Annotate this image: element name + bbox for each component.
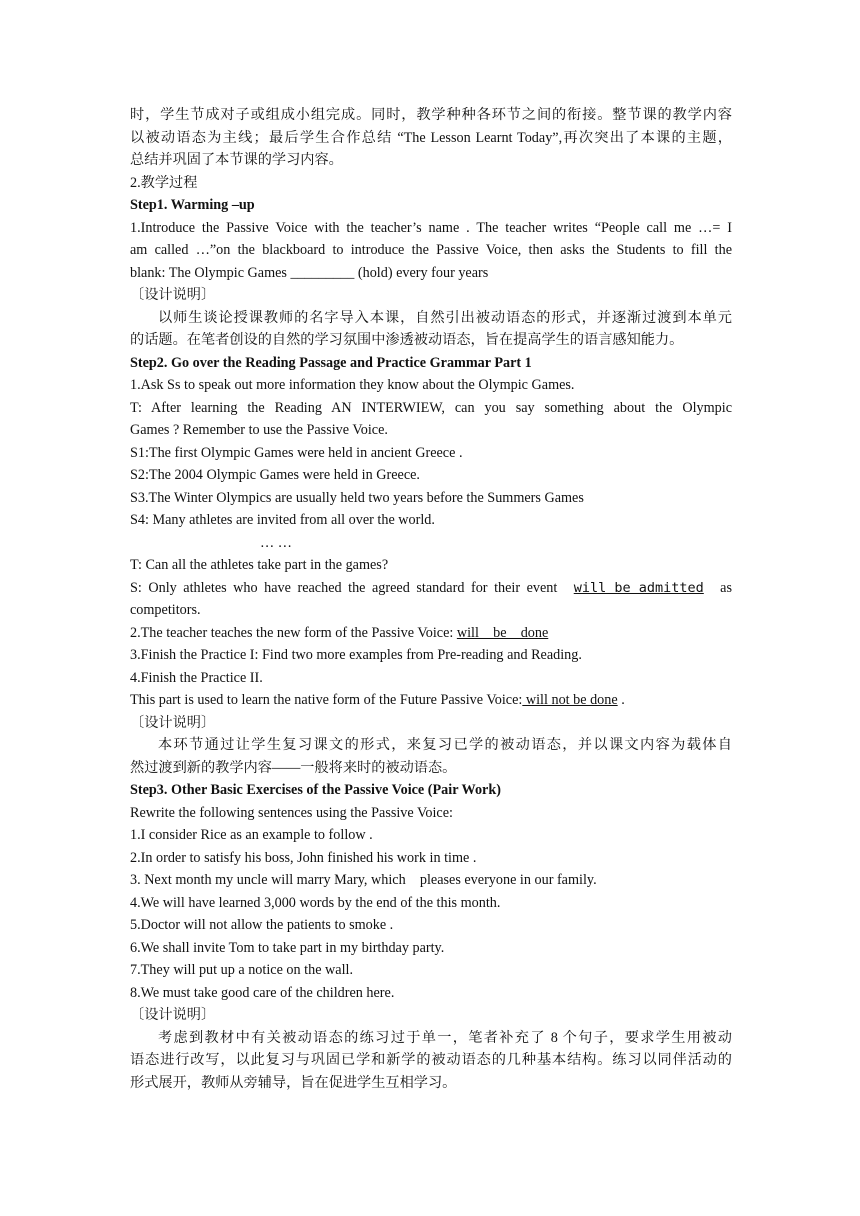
paragraph-line: 总结并巩固了本节课的学习内容。 [130,152,343,168]
paragraph-line: competitors. [130,602,201,618]
design-note-line: 考虑到教材中有关被动语态的练习过于单一，笔者补充了 8 个句子，要求学生用被动 [158,1029,732,1046]
paragraph-text: 2.The teacher teaches the new form of the Passive Voice: [130,624,454,641]
paragraph-line: 时，学生节成对子或组成小组完成。同时，教学种种各环节之间的衔接。整节课的教学内容 [130,107,732,123]
paragraph-line: Rewrite the following sentences using the Passive Voice: [130,804,453,821]
ellipsis-line: … … [260,534,292,551]
exercise-item: 1.I consider Rice as an example to follow . [130,827,373,843]
paragraph-line: T: After learning the Reading AN INTERWIEW, can you say something about the Olympic [130,399,732,416]
design-note-label: 〔设计说明〕 [130,1007,216,1023]
design-note-line: 的话题。在笔者创设的自然的学习氛围中渗透被动语态，旨在提高学生的语言感知能力。 [130,332,684,348]
paragraph-line: Games ? Remember to use the Passive Voice. [130,422,388,438]
design-note-label: 〔设计说明〕 [130,287,216,303]
exercise-item: 4.We will have learned 3,000 words by the end of the this month. [130,894,501,911]
paragraph-line: blank: The Olympic Games _________ (hold) every four years [130,264,489,281]
dialogue-line [130,577,732,600]
step3-heading: Step3. Other Basic Exercises of the Passive Voice (Pair Work) [130,782,501,798]
dialogue-line: T: Can all the athletes take part in the games? [130,557,389,573]
dialogue-text: S: Only athletes who have reached the agreed standard for their event [130,579,558,596]
dialogue-line: S1:The first Olympic Games were held in ancient Greece . [130,444,463,461]
dialogue-text: as [720,579,732,596]
underlined-phrase: will not be done [522,692,618,708]
exercise-item: 3. Next month my uncle will marry Mary, which pleases everyone in our family. [130,872,597,888]
underlined-phrase: will be done [456,624,549,641]
design-note-line: 本环节通过让学生复习课文的形式，来复习已学的被动语态，并以课文内容为载体自 [158,737,732,753]
design-note-line: 然过渡到新的教学内容——一般将来时的被动语态。 [130,759,457,776]
underlined-phrase: will be admitted [573,579,704,596]
dialogue-line: S2:The 2004 Olympic Games were held in Greece. [130,467,420,483]
paragraph-line [130,622,732,645]
design-note-line: 以师生谈论授课教师的名字导入本课，自然引出被动语态的形式，并逐渐过渡到本单元 [158,309,732,326]
step1-heading: Step1. Warming –up [130,197,255,213]
paragraph-line: 以被动语态为主线；最后学生合作总结 “The Lesson Learnt Today”,再次突出了本课的主题， [130,129,732,146]
paragraph-line: 1.Ask Ss to speak out more information they know about the Olympic Games. [130,377,575,393]
paragraph-line [130,689,732,712]
paragraph-line: am called …”on the blackboard to introduce the Passive Voice, then asks the Students to fill the [130,242,732,258]
paragraph-text: . [617,692,625,708]
exercise-item: 7.They will put up a notice on the wall. [130,962,354,978]
exercise-item: 8.We must take good care of the children here. [130,984,395,1001]
exercise-item: 2.In order to satisfy his boss, John finished his work in time . [130,849,477,866]
design-note-line: 形式展开，教师从旁辅导，旨在促进学生互相学习。 [130,1074,457,1091]
design-note-line: 语态进行改写，以此复习与巩固已学和新学的被动语态的几种基本结构。练习以同伴活动的 [130,1052,732,1068]
paragraph-text: This part is used to learn the native form of the Future Passive Voice: [130,692,523,708]
dialogue-line: S4: Many athletes are invited from all over the world. [130,512,435,528]
design-note-label: 〔设计说明〕 [130,714,216,731]
exercise-item: 5.Doctor will not allow the patients to smoke . [130,917,394,933]
dialogue-line: S3.The Winter Olympics are usually held two years before the Summers Games [130,489,584,506]
paragraph-line: 1.Introduce the Passive Voice with the teacher’s name . The teacher writes “People call me …= I [130,219,732,236]
document-page [130,104,732,1094]
section-heading: 2.教学过程 [130,174,198,191]
paragraph-line: 3.Finish the Practice I: Find two more examples from Pre-reading and Reading. [130,647,582,663]
exercise-item: 6.We shall invite Tom to take part in my birthday party. [130,939,445,956]
paragraph-line: 4.Finish the Practice II. [130,669,263,686]
step2-heading: Step2. Go over the Reading Passage and Practice Grammar Part 1 [130,354,532,371]
